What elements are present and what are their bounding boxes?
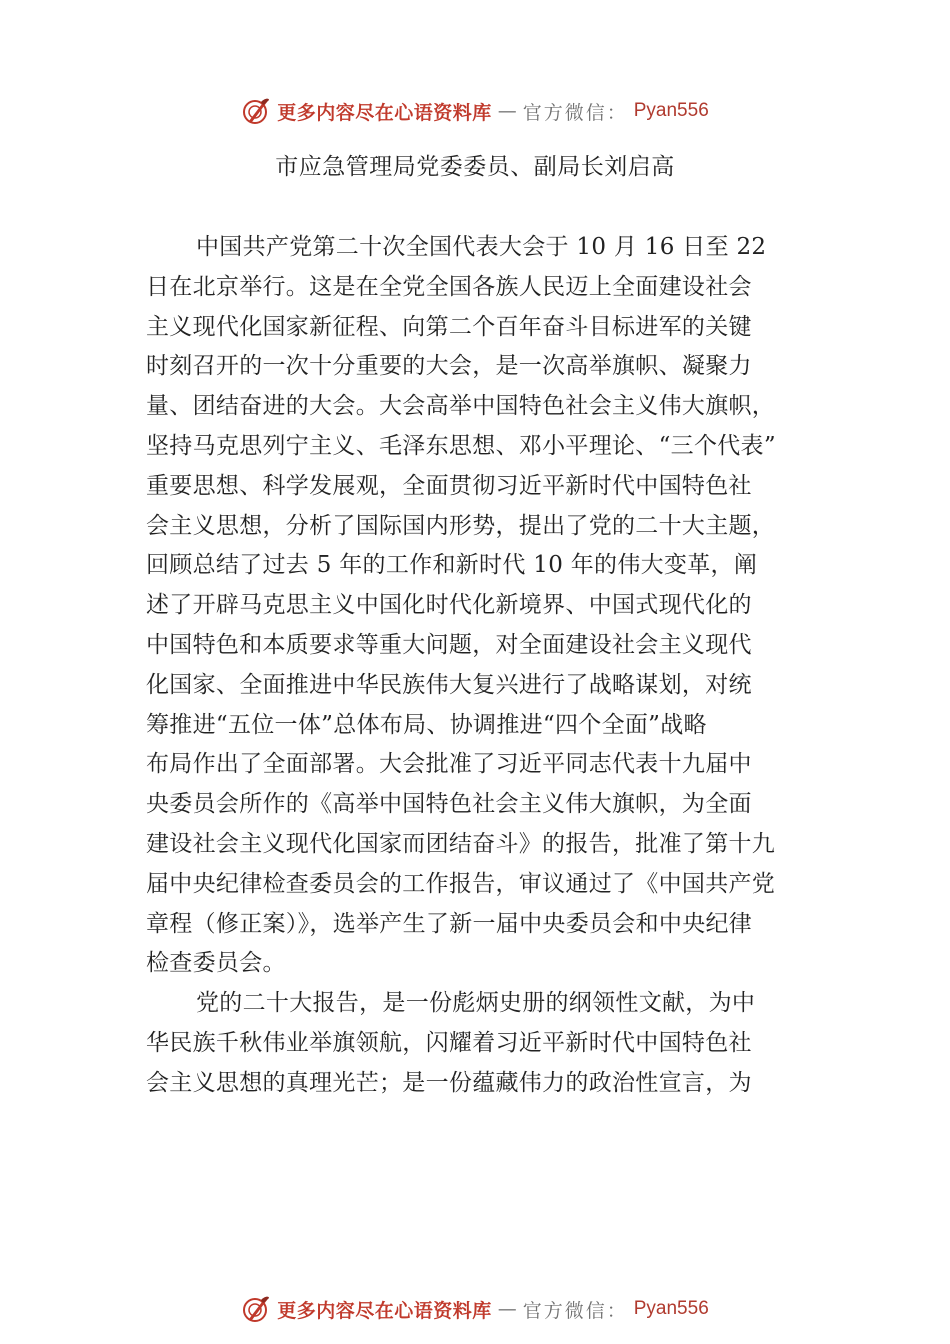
footer-watermark [0, 1294, 950, 1324]
text-line: 化国家、全面推进中华民族伟大复兴进行了战略谋划，对统 [146, 671, 752, 698]
watermark-brand: 更多内容尽在心语资料库 [277, 101, 492, 124]
document-title: 市应急管理局党委委员、副局长刘启高 [275, 154, 675, 180]
text-line: 中国共产党第二十次全国代表大会于 10 月 16 日至 22 [196, 234, 767, 260]
text-line: 时刻召开的一次十分重要的大会，是一次高举旗帜、凝聚力 [146, 353, 752, 380]
watermark-dash: — [497, 100, 517, 122]
text-line: 会主义思想的真理光芒；是一份蕴藏伟力的政治性宣言，为 [146, 1069, 752, 1096]
watermark-dash: — [497, 1298, 517, 1320]
text-line: 建设社会主义现代化国家而团结奋斗》的报告，批准了第十九 [146, 830, 776, 857]
text-line: 央委员会所作的《高举中国特色社会主义伟大旗帜，为全面 [146, 791, 752, 818]
text-line: 届中央纪律检查委员会的工作报告，审议通过了《中国共产党 [146, 870, 776, 897]
watermark-label: 官方微信： [522, 101, 628, 124]
text-line: 检查委员会。 [146, 950, 286, 977]
text-line: 重要思想、科学发展观，全面贯彻习近平新时代中国特色社 [146, 472, 752, 499]
document-body [146, 228, 810, 1104]
watermark-wechat-id: Pyan556 [633, 100, 709, 121]
text-line: 日在北京举行。这是在全党全国各族人民迈上全面建设社会 [146, 273, 752, 300]
text-line: 量、团结奋进的大会。大会高举中国特色社会主义伟大旗帜， [146, 393, 776, 420]
quill-seal-icon [241, 1294, 271, 1324]
text-line: 会主义思想，分析了国际国内形势，提出了党的二十大主题， [146, 512, 776, 539]
text-line: 筹推进“五位一体”总体布局、协调推进“四个全面”战略 [146, 711, 707, 738]
text-line: 华民族千秋伟业举旗领航，闪耀着习近平新时代中国特色社 [146, 1029, 752, 1056]
watermark-label: 官方微信： [522, 1299, 628, 1322]
watermark-wechat-id: Pyan556 [633, 1298, 709, 1319]
text-line: 坚持马克思列宁主义、毛泽东思想、邓小平理论、“三个代表” [146, 432, 776, 459]
text-line: 回顾总结了过去 5 年的工作和新时代 10 年的伟大变革，阐 [146, 552, 758, 579]
text-line: 主义现代化国家新征程、向第二个百年奋斗目标进军的关键 [146, 313, 752, 340]
watermark-brand: 更多内容尽在心语资料库 [277, 1299, 492, 1322]
header-watermark [0, 96, 950, 126]
text-line: 章程（修正案）》，选举产生了新一届中央委员会和中央纪律 [146, 910, 753, 937]
text-line: 述了开辟马克思主义中国化时代化新境界、中国式现代化的 [146, 592, 752, 619]
quill-seal-icon [241, 96, 271, 126]
text-line: 布局作出了全面部署。大会批准了习近平同志代表十九届中 [146, 751, 752, 778]
text-line: 党的二十大报告，是一份彪炳史册的纲领性文献，为中 [196, 990, 756, 1017]
text-line: 中国特色和本质要求等重大问题，对全面建设社会主义现代 [146, 631, 752, 658]
